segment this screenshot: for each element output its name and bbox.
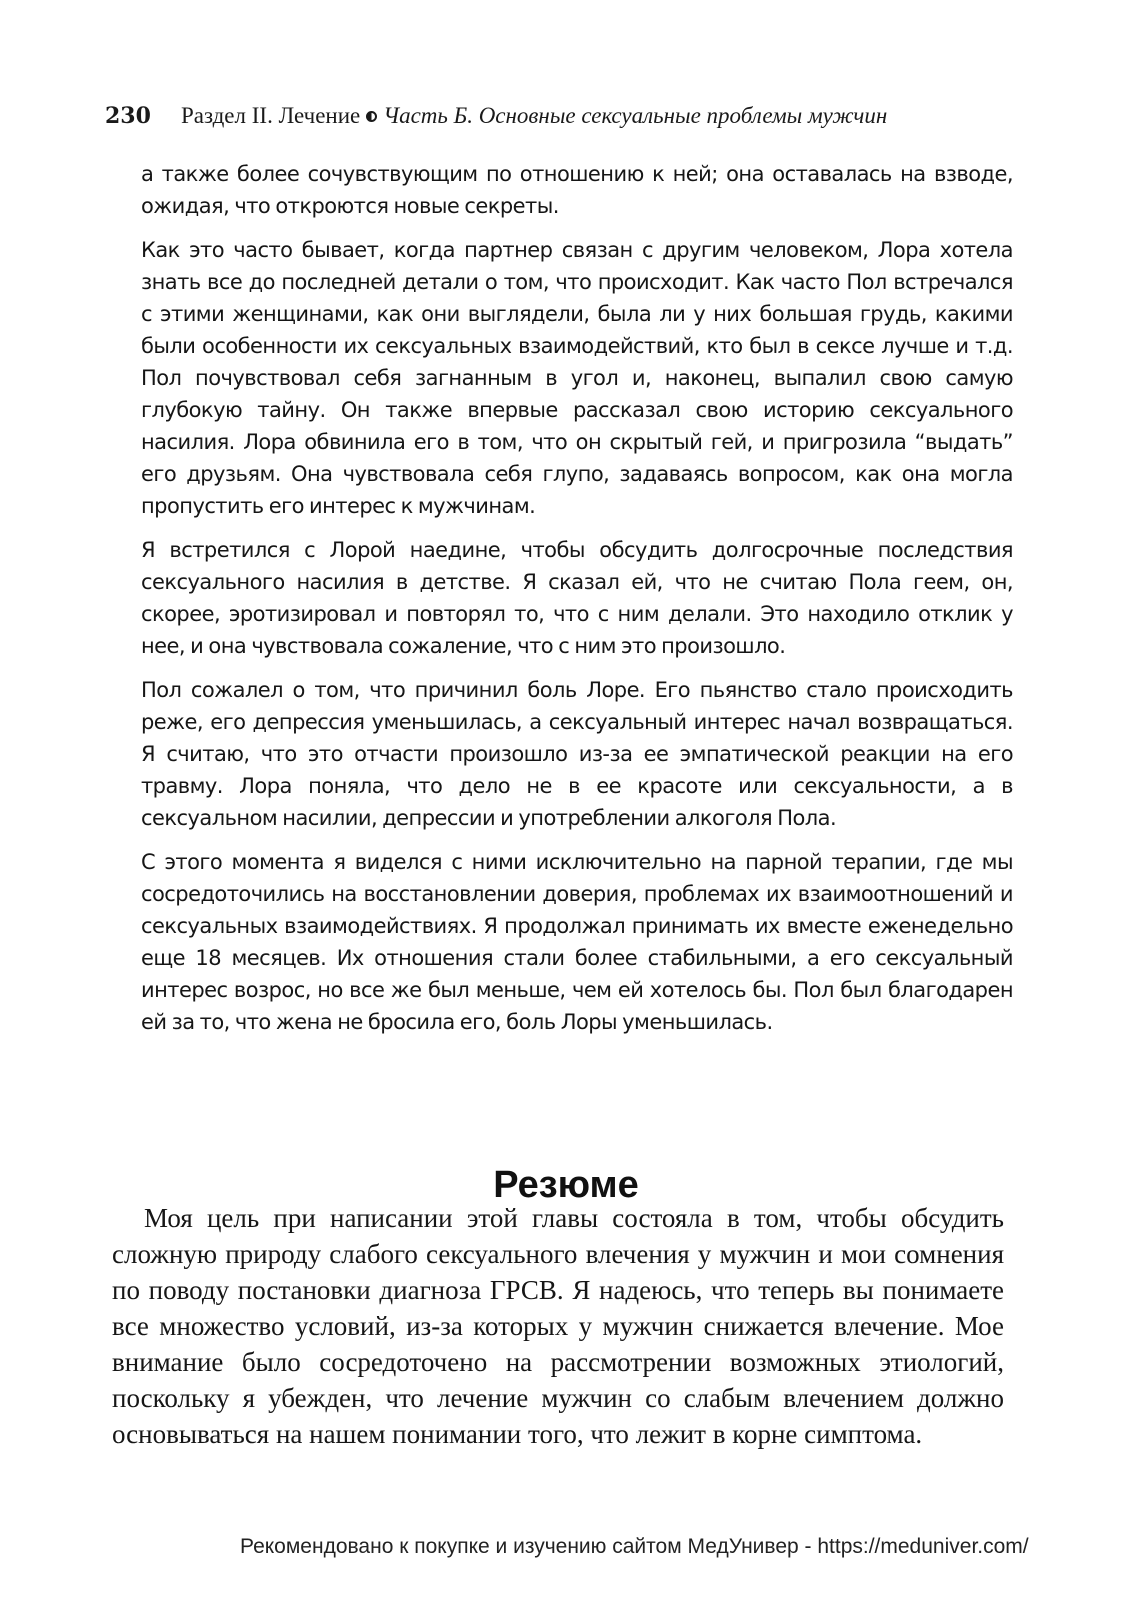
- case-paragraph: Я встретился с Лорой наедине, чтобы обсудить долгосрочные последствия сексуального насилия в детстве. Я сказал ей, что не считаю Пола геем, он, скорее, эротизировал и повторял то, что с ним делали. Это находило отклик у нее, и она чувствовала сожаление, что с ним это произошло.: [141, 538, 1013, 658]
- half-filled-circle-icon: [366, 111, 377, 122]
- section-title: Резюме: [493, 1163, 639, 1206]
- part-label: Часть Б. Основные сексуальные проблемы мужчин: [383, 103, 888, 128]
- footer-watermark: Рекомендовано к покупке и изучению сайтом МедУнивер - https://meduniver.com/: [240, 1535, 1029, 1558]
- case-paragraph: а также более сочувствующим по отношению к ней; она оставалась на взводе, ожидая, что откроются новые секреты.: [141, 162, 1013, 218]
- summary-text: [112, 1200, 1004, 1452]
- running-header: [105, 100, 1025, 132]
- summary-paragraph: Моя цель при написании этой главы состояла в том, чтобы обсудить сложную природу слабого сексуального влечения у мужчин и мои сомнения по поводу постановки диагноза ГРСВ. Я надеюсь, что теперь вы понимаете все множество условий, из-за которых у мужчин снижается влечение. Мое внимание было сосредоточено на рассмотрении возможных этиологий, поскольку я убежден, что лечение мужчин со слабым влечением должно основываться на нашем понимании того, что лежит в корне симптома.: [112, 1203, 1004, 1449]
- case-study-text: [141, 158, 1013, 1050]
- section-label: Раздел II. Лечение: [180, 103, 361, 128]
- case-paragraph: С этого момента я виделся с ними исключительно на парной терапии, где мы сосредоточились на восстановлении доверия, проблемах их взаимоотношений и сексуальных взаимодействиях. Я продолжал принимать их вместе еженедельно еще 18 месяцев. Их отношения стали более стабильными, а его сексуальный интерес возрос, но все же был меньше, чем ей хотелось бы. Пол был благодарен ей за то, что жена не бросила его, боль Лоры уменьшилась.: [141, 850, 1013, 1034]
- case-paragraph: Пол сожалел о том, что причинил боль Лоре. Его пьянство стало происходить реже, его депрессия уменьшилась, а сексуальный интерес начал возвращаться. Я считаю, что это отчасти произошло из-за ее эмпатической реакции на его травму. Лора поняла, что дело не в ее красоте или сексуальности, а в сексуальном насилии, депрессии и употреблении алкоголя Пола.: [141, 678, 1013, 830]
- page-number: 230: [105, 103, 151, 129]
- case-paragraph: Как это часто бывает, когда партнер связан с другим человеком, Лора хотела знать все до последней детали о том, что происходит. Как часто Пол встречался с этими женщинами, как они выглядели, была ли у них большая грудь, какими были особенности их сексуальных взаимодействий, кто был в сексе лучше и т.д. Пол почувствовал себя загнанным в угол и, наконец, выпалил свою самую глубокую тайну. Он также впервые рассказал свою историю сексуального насилия. Лора обвинила его в том, что он скрытый гей, и пригрозила “выдать” его друзьям. Она чувствовала себя глупо, задаваясь вопросом, как она могла пропустить его интерес к мужчинам.: [141, 238, 1013, 518]
